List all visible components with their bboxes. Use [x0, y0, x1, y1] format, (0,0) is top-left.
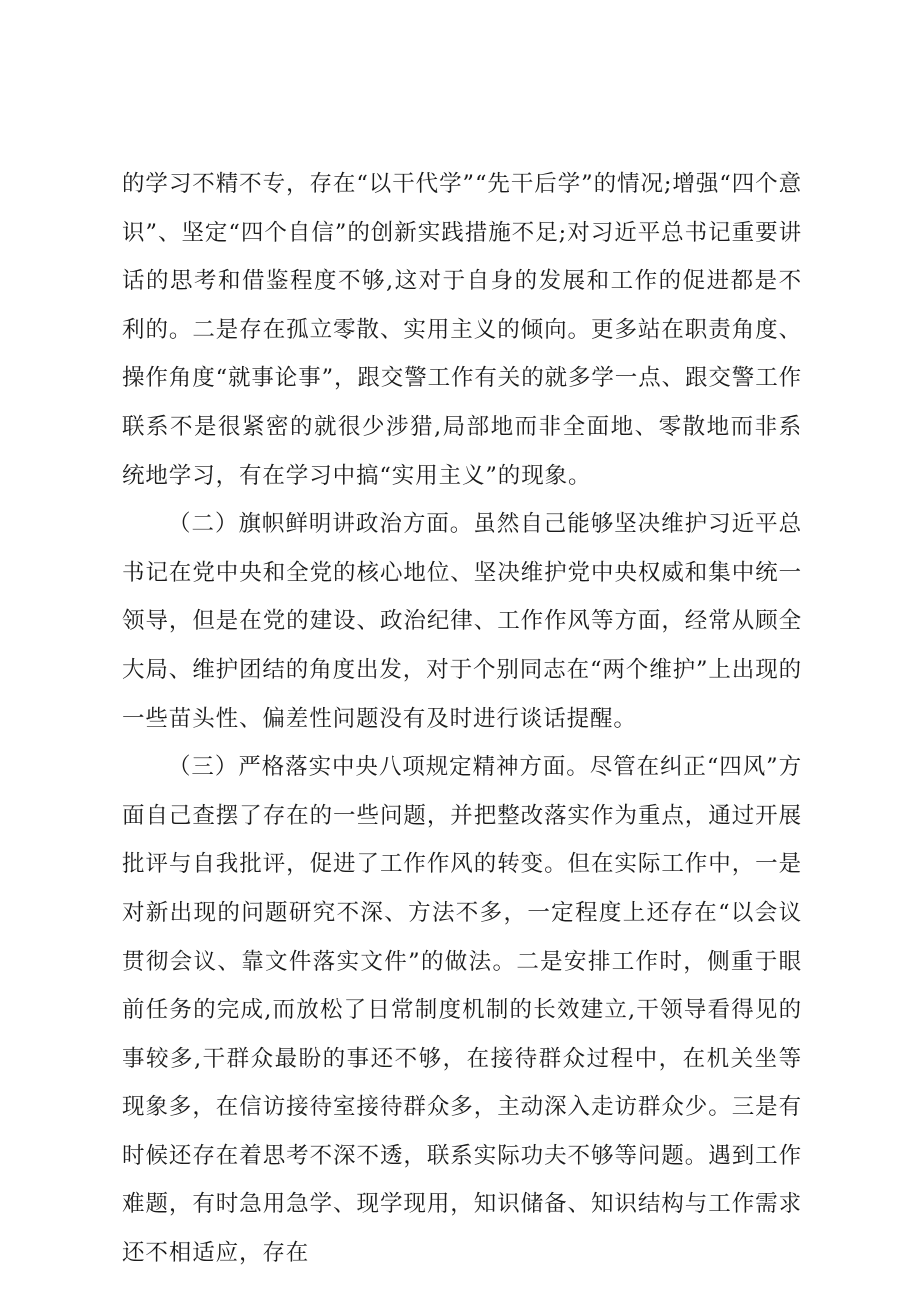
paragraph-political-stance: （二）旗帜鲜明讲政治方面。虽然自己能够坚决维护习近平总书记在党中央和全党的核心地位、坚决维护党中央权威和集中统一领导，但是在党的建设、政治纪律、工作作风等方面，经常从顾全大局、维护团结的角度出发，对于个别同志在“两个维护”上出现的一些苗头性、偏差性问题没有及时进行谈话提醒。	[122, 511, 803, 732]
paragraph-eight-regulations: （三）严格落实中央八项规定精神方面。尽管在纠正“四风”方面自己查摆了存在的一些问题，并把整改落实作为重点，通过开展批评与自我批评，促进了工作作风的转变。但在实际工作中，一是对新出现的问题研究不深、方法不多，一定程度上还存在“以会议贯彻会议、靠文件落实文件”的做法。二是安排工作时，侧重于眼前任务的完成,而放松了日常制度机制的长效建立,干领导看得见的事较多,干群众最盼的事还不够，在接待群众过程中，在机关坐等现象多，在信访接待室接待群众多，主动深入走访群众少。三是有时候还存在着思考不深不透，联系实际功夫不够等问题。遇到工作难题，有时急用急学、现学现用，知识储备、知识结构与工作需求还不相适应，存在	[122, 754, 802, 1267]
paragraph-continued-study-issues: 的学习不精不专，存在“以干代学”“先干后学”的情况;增强“四个意识”、坚定“四个自信”的创新实践措施不足;对习近平总书记重要讲话的思考和借鉴程度不够,这对于自身的发展和工作的促进都是不利的。二是存在孤立零散、实用主义的倾向。更多站在职责角度、操作角度“就事论事”，跟交警工作有关的就多学一点、跟交警工作联系不是很紧密的就很少涉猎,局部地而非全面地、零散地而非系统地学习，有在学习中搞“实用主义”的现象。	[122, 171, 803, 489]
document-body	[122, 160, 802, 1278]
